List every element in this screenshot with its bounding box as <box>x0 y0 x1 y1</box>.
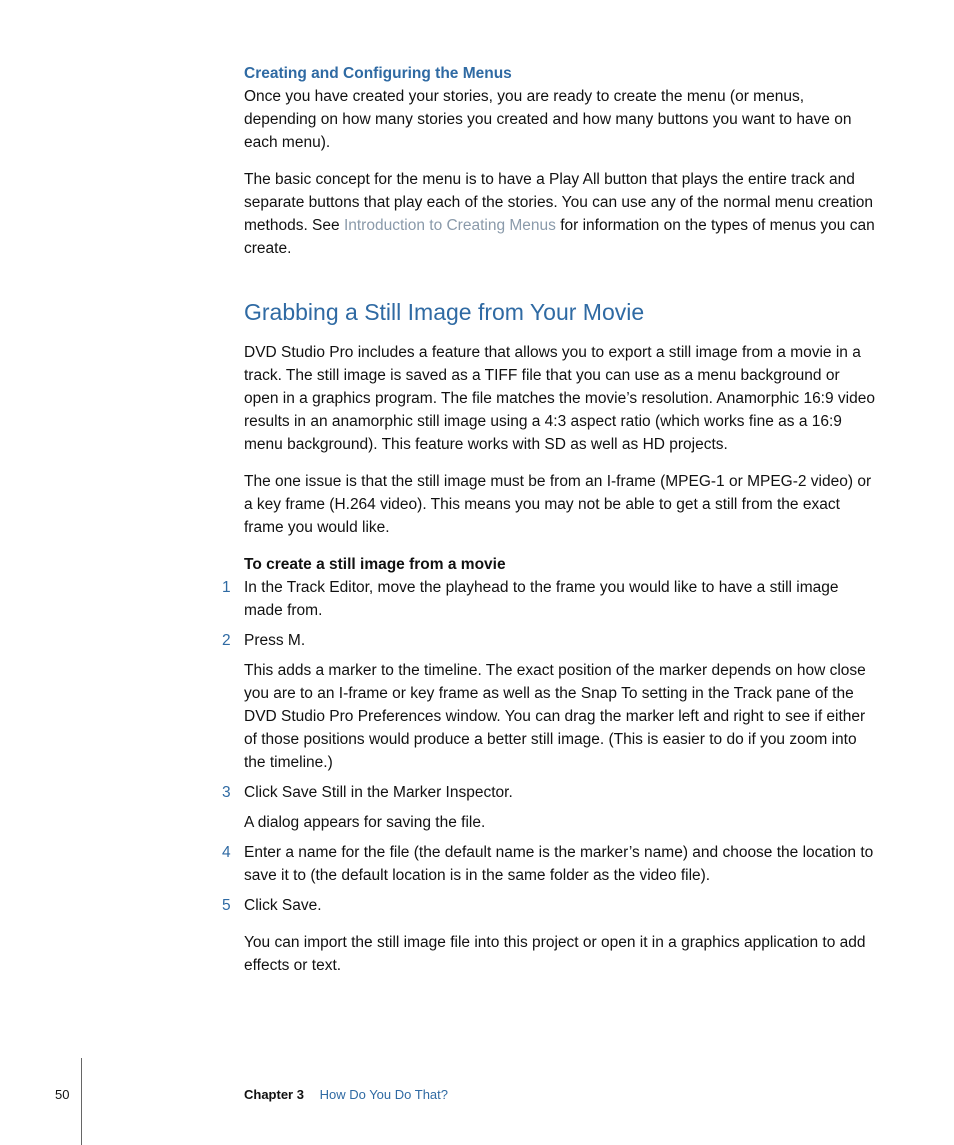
step-text: In the Track Editor, move the playhead to the frame you would like to have a still image made from. <box>244 579 839 620</box>
step-number: 5 <box>222 897 231 915</box>
footer-divider <box>81 1058 82 1145</box>
step-3 <box>222 781 876 804</box>
task-title: To create a still image from a movie <box>244 556 506 574</box>
step-number: 1 <box>222 579 231 597</box>
cross-reference-link[interactable]: Introduction to Creating Menus <box>343 217 556 234</box>
step-2 <box>222 629 876 652</box>
paragraph <box>244 168 876 260</box>
page-number: 50 <box>55 1087 70 1102</box>
chapter-title-link[interactable]: How Do You Do That? <box>319 1087 448 1102</box>
chapter-label: Chapter 3 <box>244 1087 304 1102</box>
paragraph: Once you have created your stories, you are ready to create the menu (or menus, depending on how many stories you created and how many buttons you want to have on each menu). <box>244 88 852 151</box>
step-note: A dialog appears for saving the file. <box>244 814 486 832</box>
step-5 <box>222 894 876 917</box>
page-content <box>222 62 876 977</box>
step-number: 3 <box>222 784 231 802</box>
step-text: Click Save. <box>244 897 322 915</box>
step-number: 2 <box>222 632 231 650</box>
closing-paragraph: You can import the still image file into this project or open it in a graphics application to add effects or text. <box>244 934 866 975</box>
section-subheading: Creating and Configuring the Menus <box>244 65 512 82</box>
step-4 <box>222 841 876 887</box>
step-number: 4 <box>222 844 231 862</box>
paragraph-text: for information on the types of menus you can create. <box>244 217 875 257</box>
step-text: Click Save Still in the Marker Inspector. <box>244 784 513 802</box>
footer-chapter <box>244 1087 448 1102</box>
paragraph: DVD Studio Pro includes a feature that allows you to export a still image from a movie in a track. The still image is saved as a TIFF file that you can use as a menu background or open in a graphics program. The file matches the movie’s resolution. Anamorphic 16:9 video results in an anamorphic still image using a 4:3 aspect ratio (which works fine as a 16:9 menu background). This feature works with SD as well as HD projects. <box>244 344 875 454</box>
step-text: Enter a name for the file (the default name is the marker’s name) and choose the location to save it to (the default location is in the same folder as the video file). <box>244 844 874 885</box>
step-note: This adds a marker to the timeline. The exact position of the marker depends on how close you are to an I-frame or key frame as well as the Snap To setting in the Track pane of the DVD Studio Pro Preferences window. You can drag the marker left and right to see if either of those positions would produce a better still image. (This is easier to do if you zoom into the timeline.) <box>244 662 866 772</box>
step-1 <box>222 576 876 622</box>
paragraph-text: The basic concept for the menu is to have a Play All button that plays the entire track and separate buttons that play each of the stories. You can use any of the normal menu creation methods. See <box>244 171 874 234</box>
section-heading: Grabbing a Still Image from Your Movie <box>244 299 645 325</box>
step-text: Press M. <box>244 632 306 650</box>
paragraph: The one issue is that the still image must be from an I-frame (MPEG-1 or MPEG-2 video) or a key frame (H.264 video). This means you may not be able to get a still from the exact frame you would like. <box>244 473 872 537</box>
